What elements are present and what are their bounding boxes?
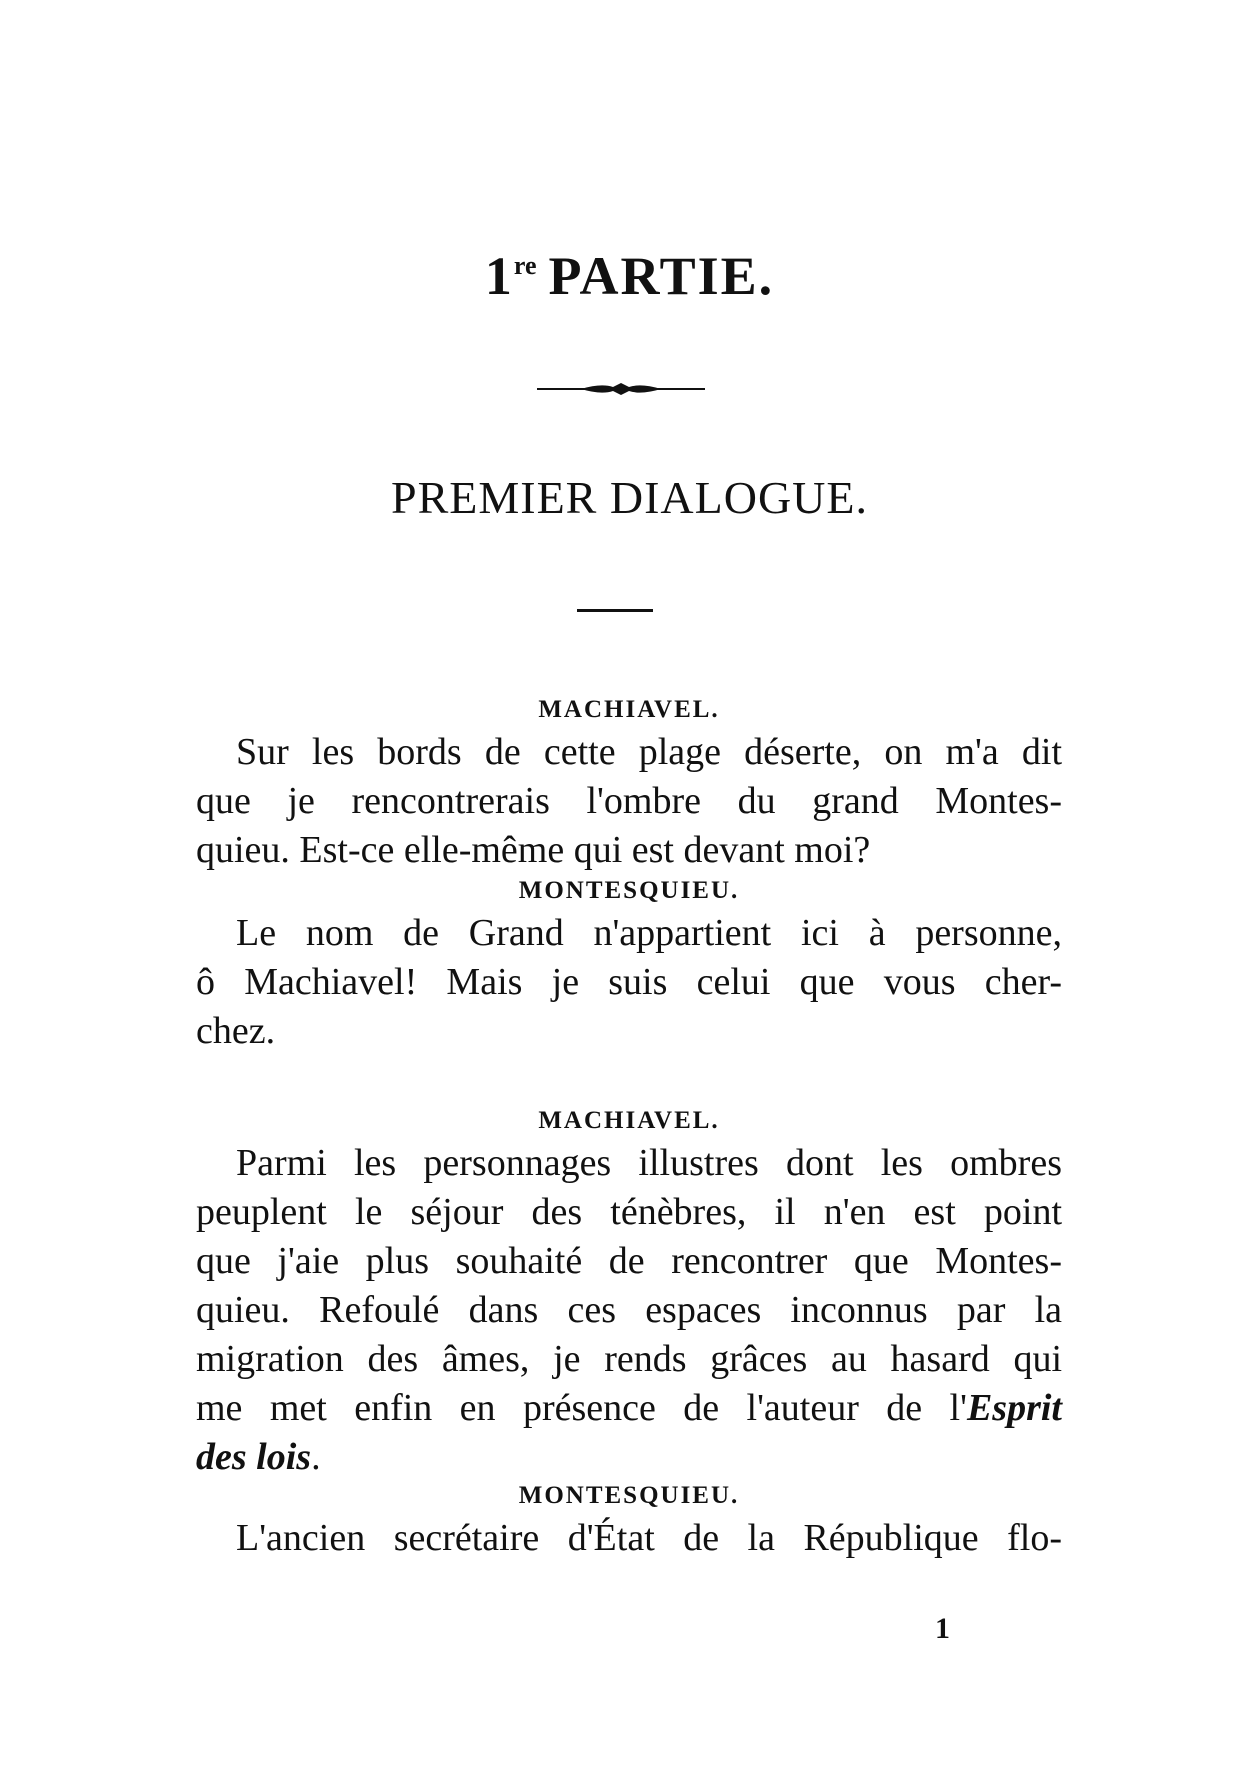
exchange-4 [196, 1478, 1062, 1563]
text-line: quieu. Est-ce elle-même qui est devant moi? [196, 829, 871, 871]
speaker-name: MONTESQUIEU. [518, 877, 740, 904]
part-ordinal-suffix: re [513, 251, 537, 280]
exchange-3 [196, 1103, 1062, 1482]
text-line: L'ancien secrétaire d'État de la République flo- [236, 1517, 1062, 1559]
exchange-1 [196, 692, 1062, 875]
italic-title-part: des lois [196, 1436, 312, 1478]
page-folio: 1 [935, 1612, 950, 1645]
exchange-2 [196, 873, 1062, 1056]
text-line: peuplent le séjour des ténèbres, il n'en est point [196, 1191, 1062, 1233]
speaker-name: MONTESQUIEU. [518, 1482, 740, 1509]
text-line: quieu. Refoulé dans ces espaces inconnus par la [196, 1289, 1062, 1331]
text-line: que je rencontrerais l'ombre du grand Montes- [196, 780, 1062, 822]
part-label: PARTIE. [548, 246, 775, 306]
text-line: Le nom de Grand n'appartient ici à personne, [236, 912, 1062, 954]
ornament-divider [537, 378, 705, 400]
speech-paragraph [196, 1139, 1062, 1482]
text-line: ô Machiavel! Mais je suis celui que vous cher- [196, 961, 1062, 1003]
speaker-name: MACHIAVEL. [538, 1107, 720, 1134]
speech-paragraph [196, 728, 1062, 875]
short-rule [577, 609, 653, 612]
text-line: chez. [196, 1010, 276, 1052]
text-segment: . [311, 1436, 321, 1478]
text-line-with-italic [196, 1384, 1062, 1433]
speaker-name: MACHIAVEL. [538, 696, 720, 723]
text-segment: me met enfin en présence de l'auteur de l' [196, 1387, 967, 1429]
text-line: Sur les bords de cette plage déserte, on m'a dit [236, 731, 1062, 773]
text-line: Parmi les personnages illustres dont les ombres [236, 1142, 1062, 1184]
speech-paragraph [196, 1514, 1062, 1563]
italic-title-part: Esprit [966, 1387, 1062, 1429]
part-title [0, 236, 1259, 306]
text-line: migration des âmes, je rends grâces au hasard qui [196, 1338, 1062, 1380]
speech-paragraph [196, 909, 1062, 1056]
part-number: 1 [484, 246, 514, 306]
dialogue-title: PREMIER DIALOGUE. [391, 472, 868, 523]
text-line-with-italic [196, 1433, 1062, 1482]
text-line: que j'aie plus souhaité de rencontrer que Montes- [196, 1240, 1062, 1282]
